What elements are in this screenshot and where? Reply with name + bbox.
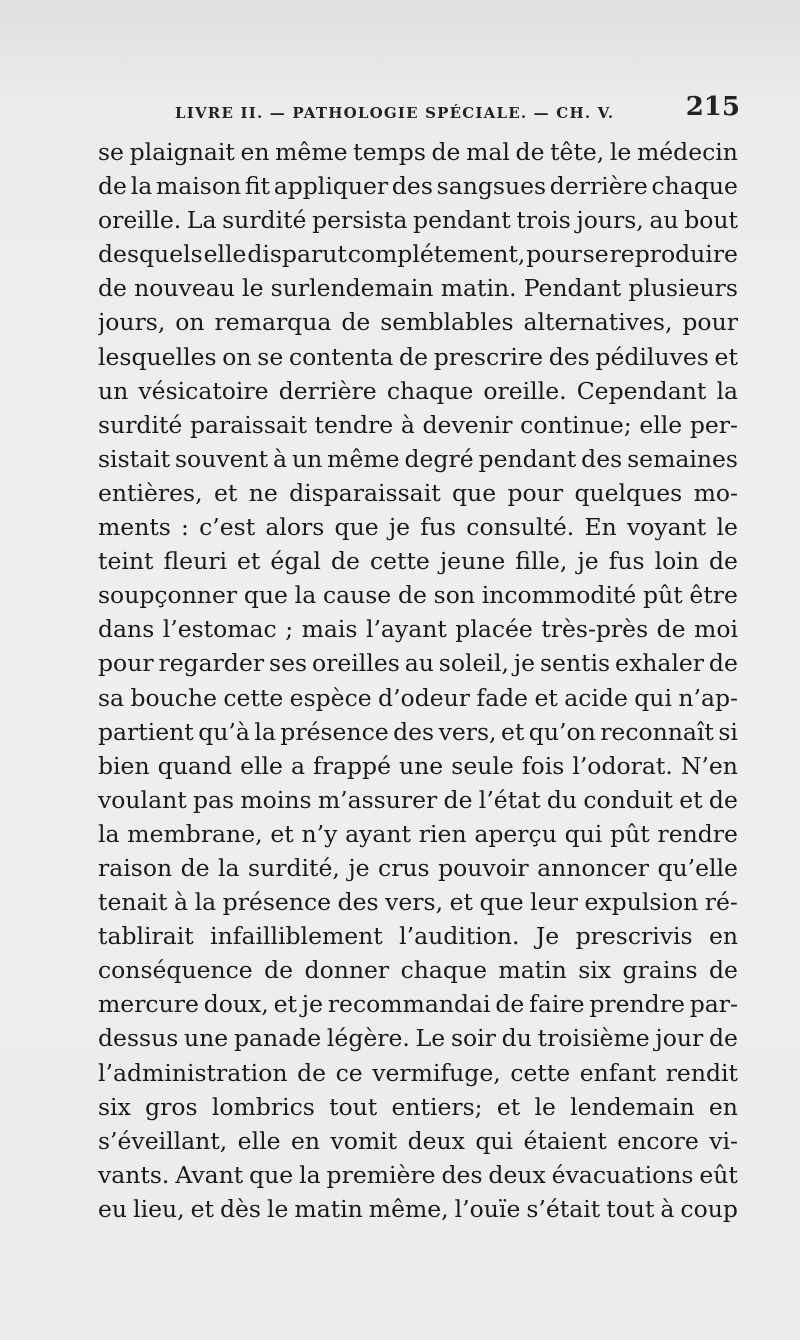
text-line: jours, on remarqua de semblables alternatives, pour [98,308,738,337]
text-line: vants. Avant que la première des deux évacuations eût [98,1160,738,1189]
text-line: tenait à la présence des vers, et que leur expulsion ré- [98,888,738,917]
text-line: six gros lombrics tout entiers; et le lendemain en [98,1092,738,1121]
text-line: desquels elle disparut complétement, pour se reproduire [98,240,738,269]
text-line: raison de la surdité, je crus pouvoir annoncer qu’elle [98,853,738,882]
text-line: pour regarder ses oreilles au soleil, je sentis exhaler de [98,649,738,678]
text-line: eu lieu, et dès le matin même, l’ouïe s’était tout à coup [98,1194,738,1223]
text-line: lesquelles on se contenta de prescrire des pédiluves et [98,342,738,371]
text-line: s’éveillant, elle en vomit deux qui étaient encore vi- [98,1126,738,1155]
text-line: soupçonner que la cause de son incommodité pût être [98,581,738,610]
running-title: LIVRE II. — PATHOLOGIE SPÉCIALE. — CH. V. [175,104,615,122]
text-line: conséquence de donner chaque matin six grains de [98,956,738,985]
text-line: entières, et ne disparaissait que pour quelques mo- [98,478,738,507]
text-line: sistait souvent à un même degré pendant des semaines [98,444,738,473]
text-line: dessus une panade légère. Le soir du troisième jour de [98,1024,738,1053]
text-line: voulant pas moins m’assurer de l’état du conduit et de [98,785,738,814]
text-line: l’administration de ce vermifuge, cette enfant rendit [98,1058,738,1087]
text-line: tablirait infailliblement l’audition. Je prescrivis en [98,922,738,951]
text-line: oreille. La surdité persista pendant trois jours, au bout [98,206,738,235]
text-line: ments : c’est alors que je fus consulté. En voyant le [98,513,738,542]
text-line: dans l’estomac ; mais l’ayant placée très-près de moi [98,615,738,644]
text-line: bien quand elle a frappé une seule fois l’odorat. N’en [98,751,738,780]
text-line: de nouveau le surlendemain matin. Pendant plusieurs [98,274,738,303]
text-line: partient qu’à la présence des vers, et qu’on reconnaît si [98,717,738,746]
page-header [175,92,740,128]
page-number: 215 [685,92,740,122]
body-text [98,135,738,1226]
text-line: surdité paraissait tendre à devenir continue; elle per- [98,410,738,439]
text-line: teint fleuri et égal de cette jeune fille, je fus loin de [98,547,738,576]
text-line: sa bouche cette espèce d’odeur fade et acide qui n’ap- [98,683,738,712]
text-line: la membrane, et n’y ayant rien aperçu qui pût rendre [98,819,738,848]
text-line: se plaignait en même temps de mal de tête, le médecin [98,138,738,166]
text-line: mercure doux, et je recommandai de faire prendre par- [98,990,738,1019]
text-line: un vésicatoire derrière chaque oreille. Cependant la [98,376,738,405]
text-line: de la maison fit appliquer des sangsues derrière chaque [98,172,738,201]
